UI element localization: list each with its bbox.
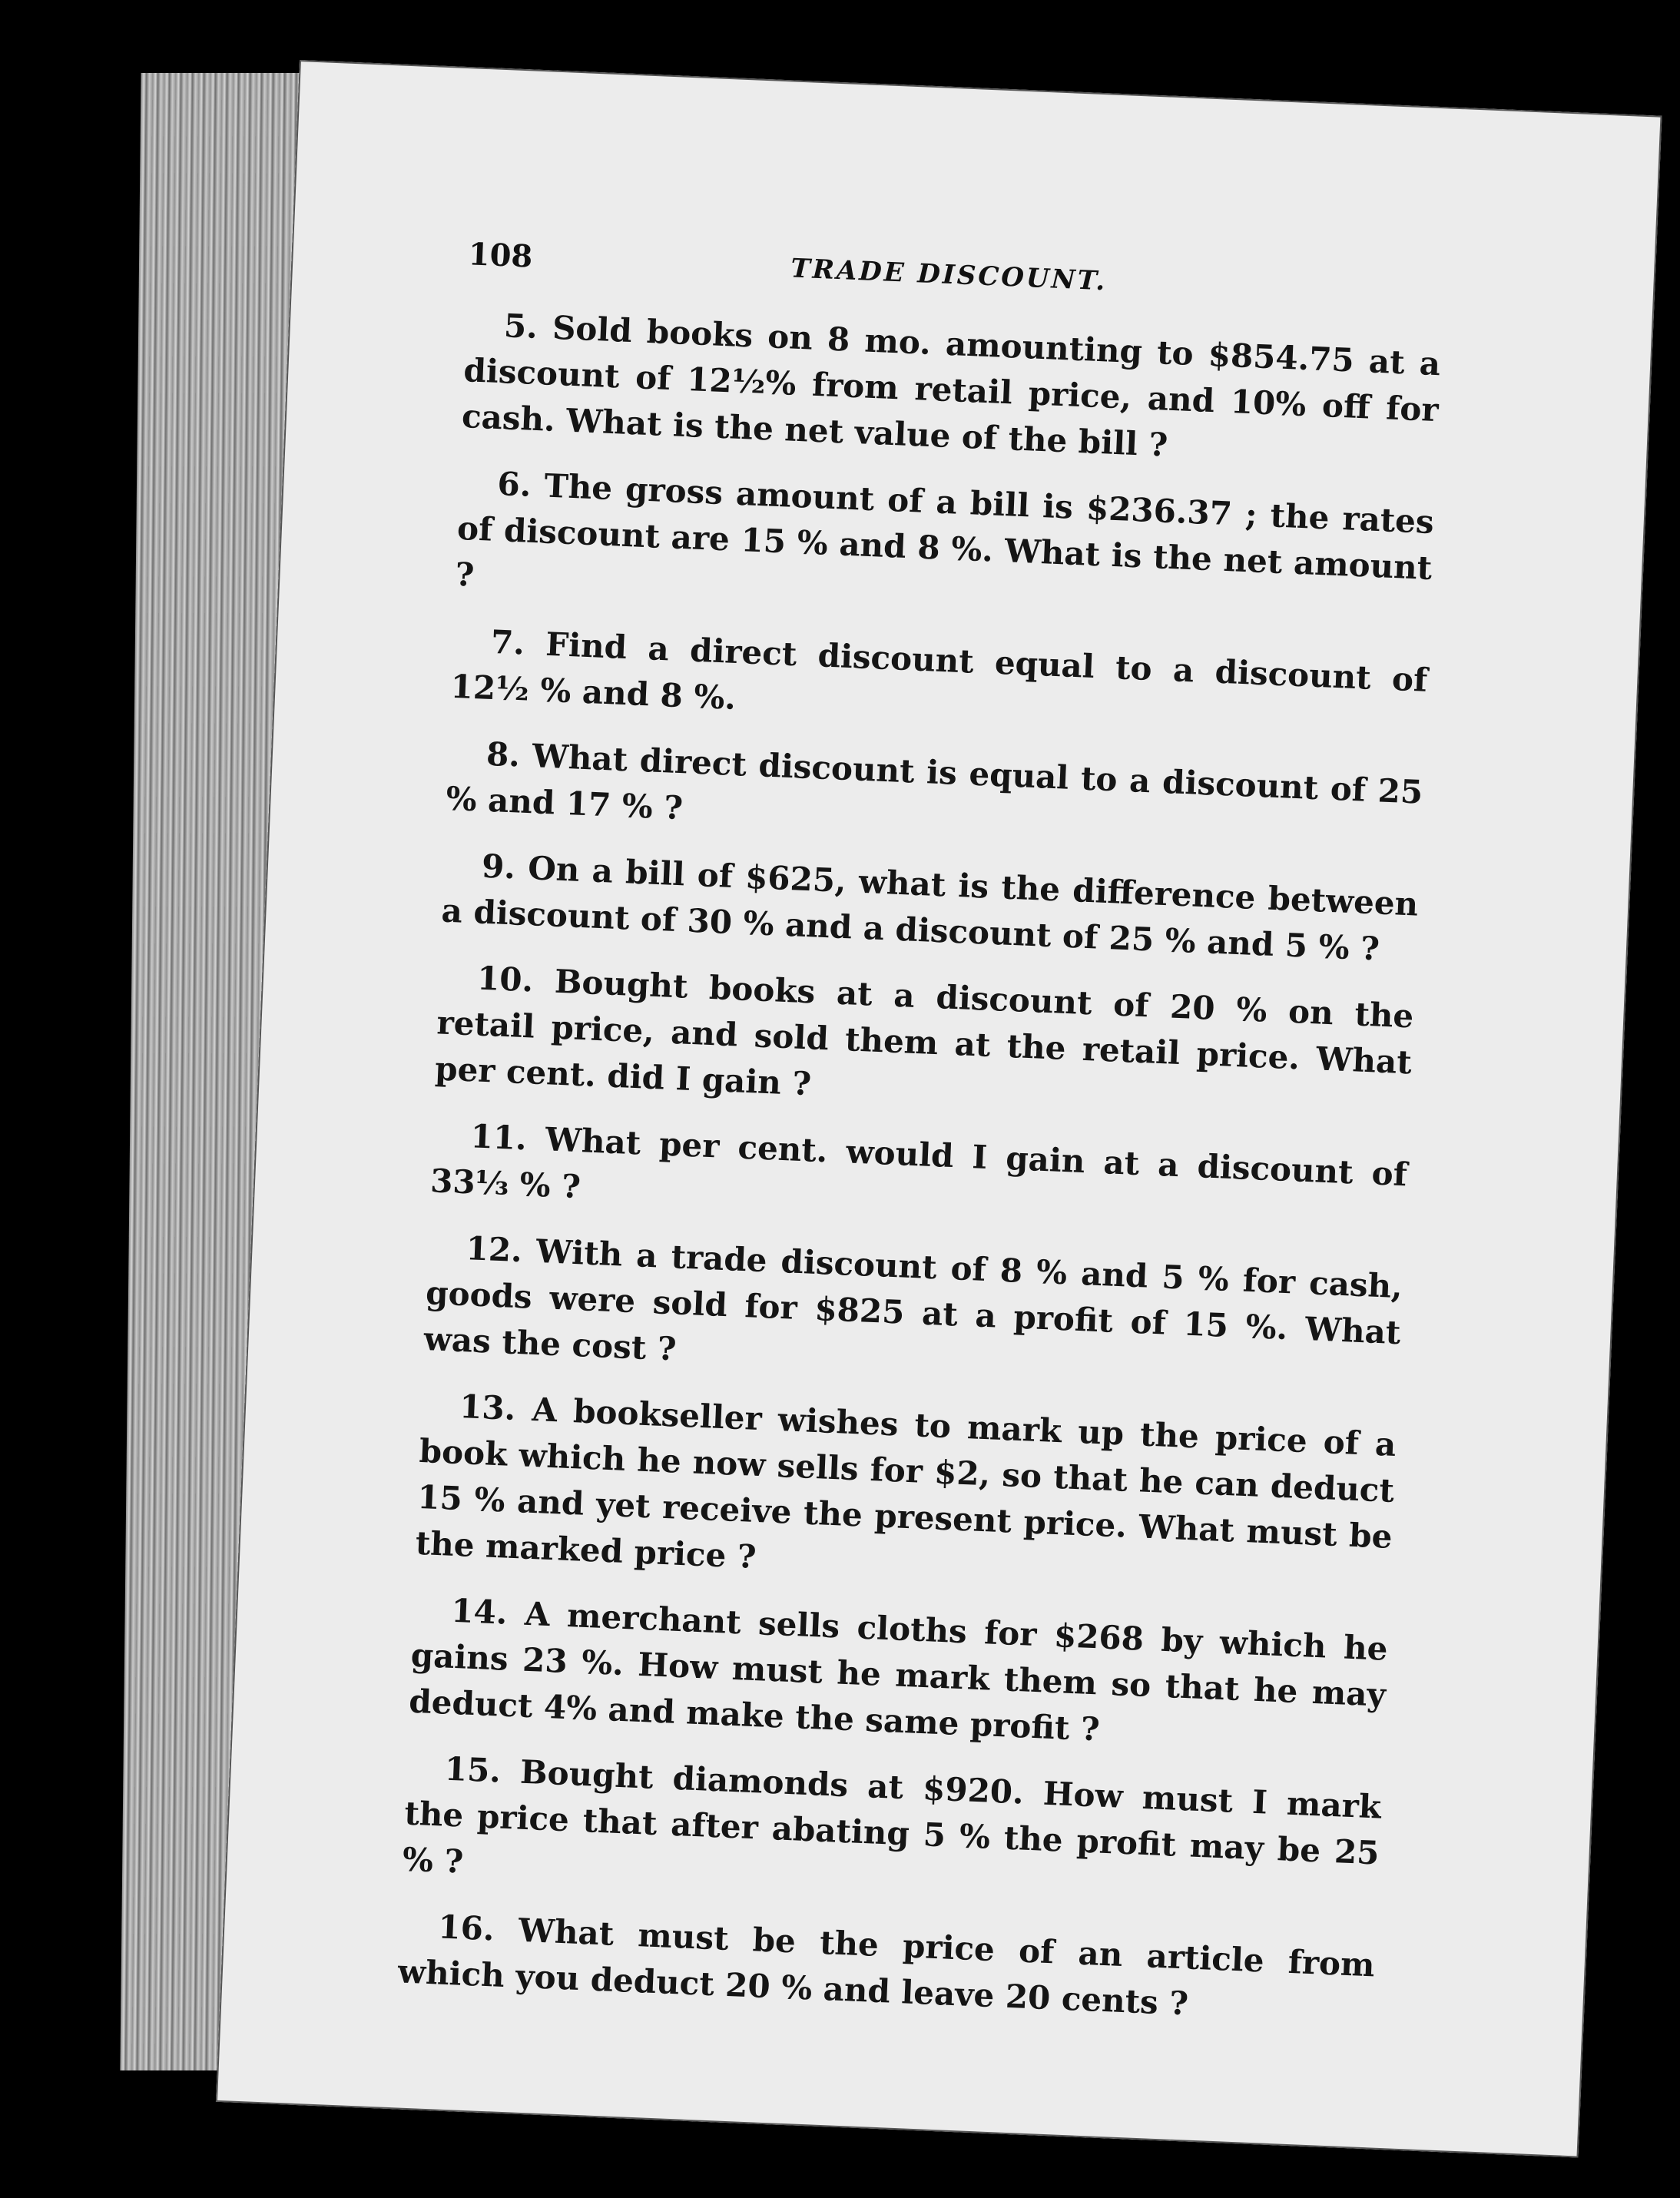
- problem-16: [397, 1902, 1376, 2034]
- problem-12: [423, 1224, 1403, 1402]
- problem-text: Sold books on 8 mo. amounting to $854.75 at a discount of 12½% from retail price, and 10% off for cash. What is the net value of the bill ?: [461, 308, 1442, 464]
- book-page: [216, 60, 1662, 2158]
- problem-number: 11.: [469, 1117, 528, 1158]
- problem-text: With a trade discount of 8 % and 5 % for cash, goods were sold for $825 at a profit of 15 %. What was the cost ?: [422, 1232, 1403, 1368]
- problem-number: 5.: [503, 307, 538, 346]
- problem-7: [449, 618, 1428, 750]
- problem-list: [396, 301, 1441, 2054]
- problem-text: Bought books at a discount of 20 % on the retail price, and sold them at the retail price. What per cent. did I gain ?: [434, 962, 1415, 1103]
- problem-9: [441, 842, 1420, 974]
- problem-number: 13.: [459, 1387, 517, 1427]
- problem-number: 6.: [496, 465, 532, 504]
- problem-11: [429, 1112, 1408, 1244]
- problem-text: A merchant sells cloths for $268 by which he gains 23 %. How must he mark them so that he may deduct 4% and make the same profit ?: [408, 1594, 1389, 1749]
- problem-number: 10.: [476, 959, 535, 1000]
- problem-number: 9.: [481, 847, 517, 887]
- problem-number: 16.: [437, 1908, 495, 1948]
- problem-number: 12.: [465, 1229, 523, 1270]
- problem-5: [461, 301, 1441, 479]
- problem-text: On a bill of $625, what is the difference between a discount of 30 % and a discount of 25 % and 5 % ?: [440, 849, 1420, 968]
- problem-number: 14.: [450, 1591, 509, 1632]
- page-content: [397, 67, 1451, 2023]
- problem-8: [445, 730, 1423, 862]
- problem-text: What must be the price of an article from which you deduct 20 % and leave 20 cents ?: [397, 1911, 1376, 2023]
- problem-13: [415, 1382, 1397, 1606]
- problem-number: 8.: [485, 734, 521, 774]
- page-number: 108: [467, 236, 534, 275]
- problem-15: [402, 1745, 1382, 1923]
- problem-number: 7.: [490, 622, 525, 662]
- problem-text: Bought diamonds at $920. How must I mark the price that after abating 5 % the profit may be 25 % ?: [402, 1752, 1382, 1881]
- problem-text: A bookseller wishes to mark up the price of a book which he now sells for $2, so that he can deduct 15 % and yet receive the present price. What must be the marked price ?: [414, 1390, 1397, 1576]
- problem-text: Find a direct discount equal to a discount of 12½ % and 8 %.: [449, 625, 1429, 717]
- running-head: TRADE DISCOUNT.: [790, 253, 1108, 297]
- problem-text: The gross amount of a bill is $236.37 ; the rates of discount are 15 % and 8 %. What is the net amount ?: [454, 466, 1435, 594]
- problem-text: What direct discount is equal to a discount of 25 % and 17 % ?: [445, 737, 1424, 827]
- problem-10: [434, 953, 1414, 1132]
- problem-number: 15.: [443, 1749, 502, 1790]
- problem-6: [454, 459, 1434, 638]
- problem-text: What per cent. would I gain at a discount of 33⅓ % ?: [429, 1120, 1408, 1206]
- problem-14: [408, 1586, 1388, 1765]
